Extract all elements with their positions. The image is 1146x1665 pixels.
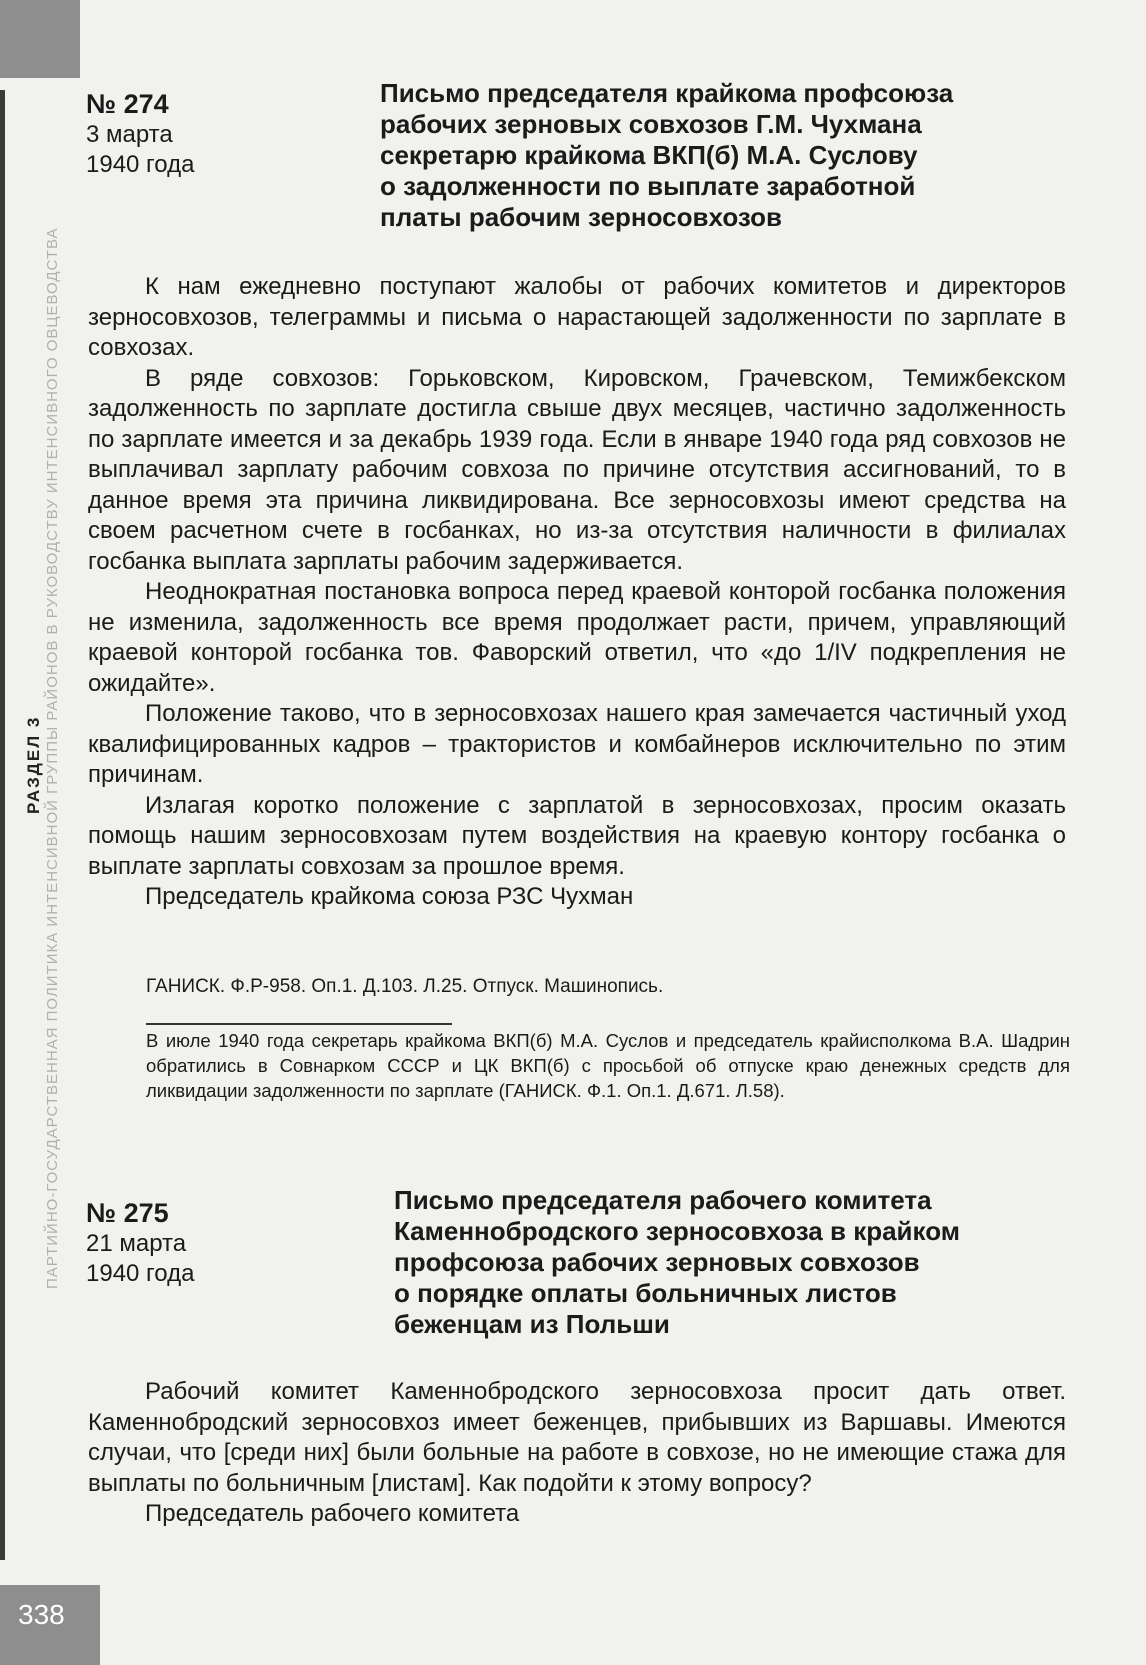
doc-274-body <box>88 272 1066 913</box>
title-line: о порядке оплаты больничных листов <box>394 1278 897 1308</box>
paragraph: Положение таково, что в зерносовхозах нашего края замечается частичный уход квалифицированных кадров – трактористов и комбайнеров исключительно по этим причинам. <box>88 700 1066 788</box>
paragraph: В ряде совхозов: Горьковском, Кировском, Грачевском, Темижбекском задолженность по зарплате достигла свыше двух месяцев, частично задолженность по зарплате имеется и за декабрь 1939 года. Если в январе 1940 года ряд совхозов не выплачивал зарплату рабочим совхоза по причине отсутствия ассигнований, то в данное время эта причина ликвидирована. Все зерносовхозы имеют средства на своем расчетном счете в госбанках, но из-за отсутствия наличности в филиалах госбанка выплата зарплаты рабочим задерживается. <box>88 364 1066 575</box>
running-header <box>24 90 61 1440</box>
paragraph: Неоднократная постановка вопроса перед краевой конторой госбанка положения не изменила, задолженность все время продолжает расти, причем, управляющий краевой конторой госбанка тов. Фаворский ответил, что «до 1/IV подкрепления не ожидайте». <box>88 578 1066 697</box>
signature: Председатель крайкома союза РЗС Чухман <box>145 883 634 910</box>
paragraph: Рабочий комитет Каменнобродского зерносовхоза просит дать ответ. Каменнобродский зерносовхоз имеет беженцев, прибывших из Варшавы. Имеются случаи, что [среди них] были больные на работе в совхозе, но не имеющие стажа для выплаты по больничным [листам]. Как подойти к этому вопросу? <box>88 1378 1066 1497</box>
doc-date-year: 1940 года <box>86 151 195 178</box>
doc-title <box>380 78 953 233</box>
doc-274-header <box>86 78 1076 232</box>
editorial-note: В июле 1940 года секретарь крайкома ВКП(б) М.А. Суслов и председатель крайисполкома В.А. Шадрин обратились в Совнарком СССР и ЦК ВКП(б) с просьбой об отпуске краю денежных средств для ликвидации задолженности по зарплате (ГАНИСК. Ф.1. Оп.1. Д.671. Л.58). <box>146 1030 1070 1101</box>
paragraph: К нам ежедневно поступают жалобы от рабочих комитетов и директоров зерносовхозов, телеграммы и письма о нарастающей задолженности по зарплате в совхозах. <box>88 273 1066 361</box>
corner-tab <box>0 0 80 78</box>
footnote-rule <box>146 1023 452 1025</box>
doc-date-day: 21 марта <box>86 1230 187 1257</box>
margin-rule <box>0 90 5 1560</box>
title-line: беженцам из Польши <box>394 1309 670 1339</box>
doc-date <box>86 1229 194 1289</box>
title-line: профсоюза рабочих зерновых совхозов <box>394 1247 920 1277</box>
series-label: ПАРТИЙНО-ГОСУДАРСТВЕННАЯ ПОЛИТИКА ИНТЕНСИВНОЙ ГРУППЫ РАЙОНОВ В РУКОВОДСТВУ ИНТЕНСИВНОГО ОВЦЕВОДСТВА <box>44 227 61 1289</box>
paragraph: Излагая коротко положение с зарплатой в зерносовхозах, просим оказать помощь нашим зерносовхозам путем воздействия на краевую контору госбанка о выплате зарплаты совхозам за прошлое время. <box>88 791 1066 880</box>
doc-date-year: 1940 года <box>86 1260 195 1287</box>
title-line: Письмо председателя крайкома профсоюза <box>380 78 954 108</box>
page-number: 338 <box>18 1599 65 1630</box>
page-number-box <box>0 1585 100 1665</box>
doc-date <box>86 120 194 180</box>
doc-275-header <box>86 1185 1076 1339</box>
signature: Председатель рабочего комитета <box>145 1500 520 1527</box>
section-label: РАЗДЕЛ 3 <box>24 715 43 815</box>
archive-source: ГАНИСК. Ф.Р-958. Оп.1. Д.103. Л.25. Отпуск. Машинопись. <box>146 976 664 997</box>
title-line: платы рабочим зерносовхозов <box>380 202 782 232</box>
doc-title <box>394 1185 960 1340</box>
title-line: секретарю крайкома ВКП(б) М.А. Суслову <box>380 140 918 170</box>
title-line: Письмо председателя рабочего комитета <box>394 1185 932 1215</box>
title-line: Каменнобродского зерносовхоза в крайком <box>394 1216 960 1246</box>
doc-number: № 275 <box>86 1198 169 1228</box>
title-line: о задолженности по выплате заработной <box>380 171 916 201</box>
title-line: рабочих зерновых совхозов Г.М. Чухмана <box>380 109 922 139</box>
doc-date-day: 3 марта <box>86 121 173 148</box>
doc-number: № 274 <box>86 89 169 119</box>
doc-275-body <box>88 1377 1066 1530</box>
